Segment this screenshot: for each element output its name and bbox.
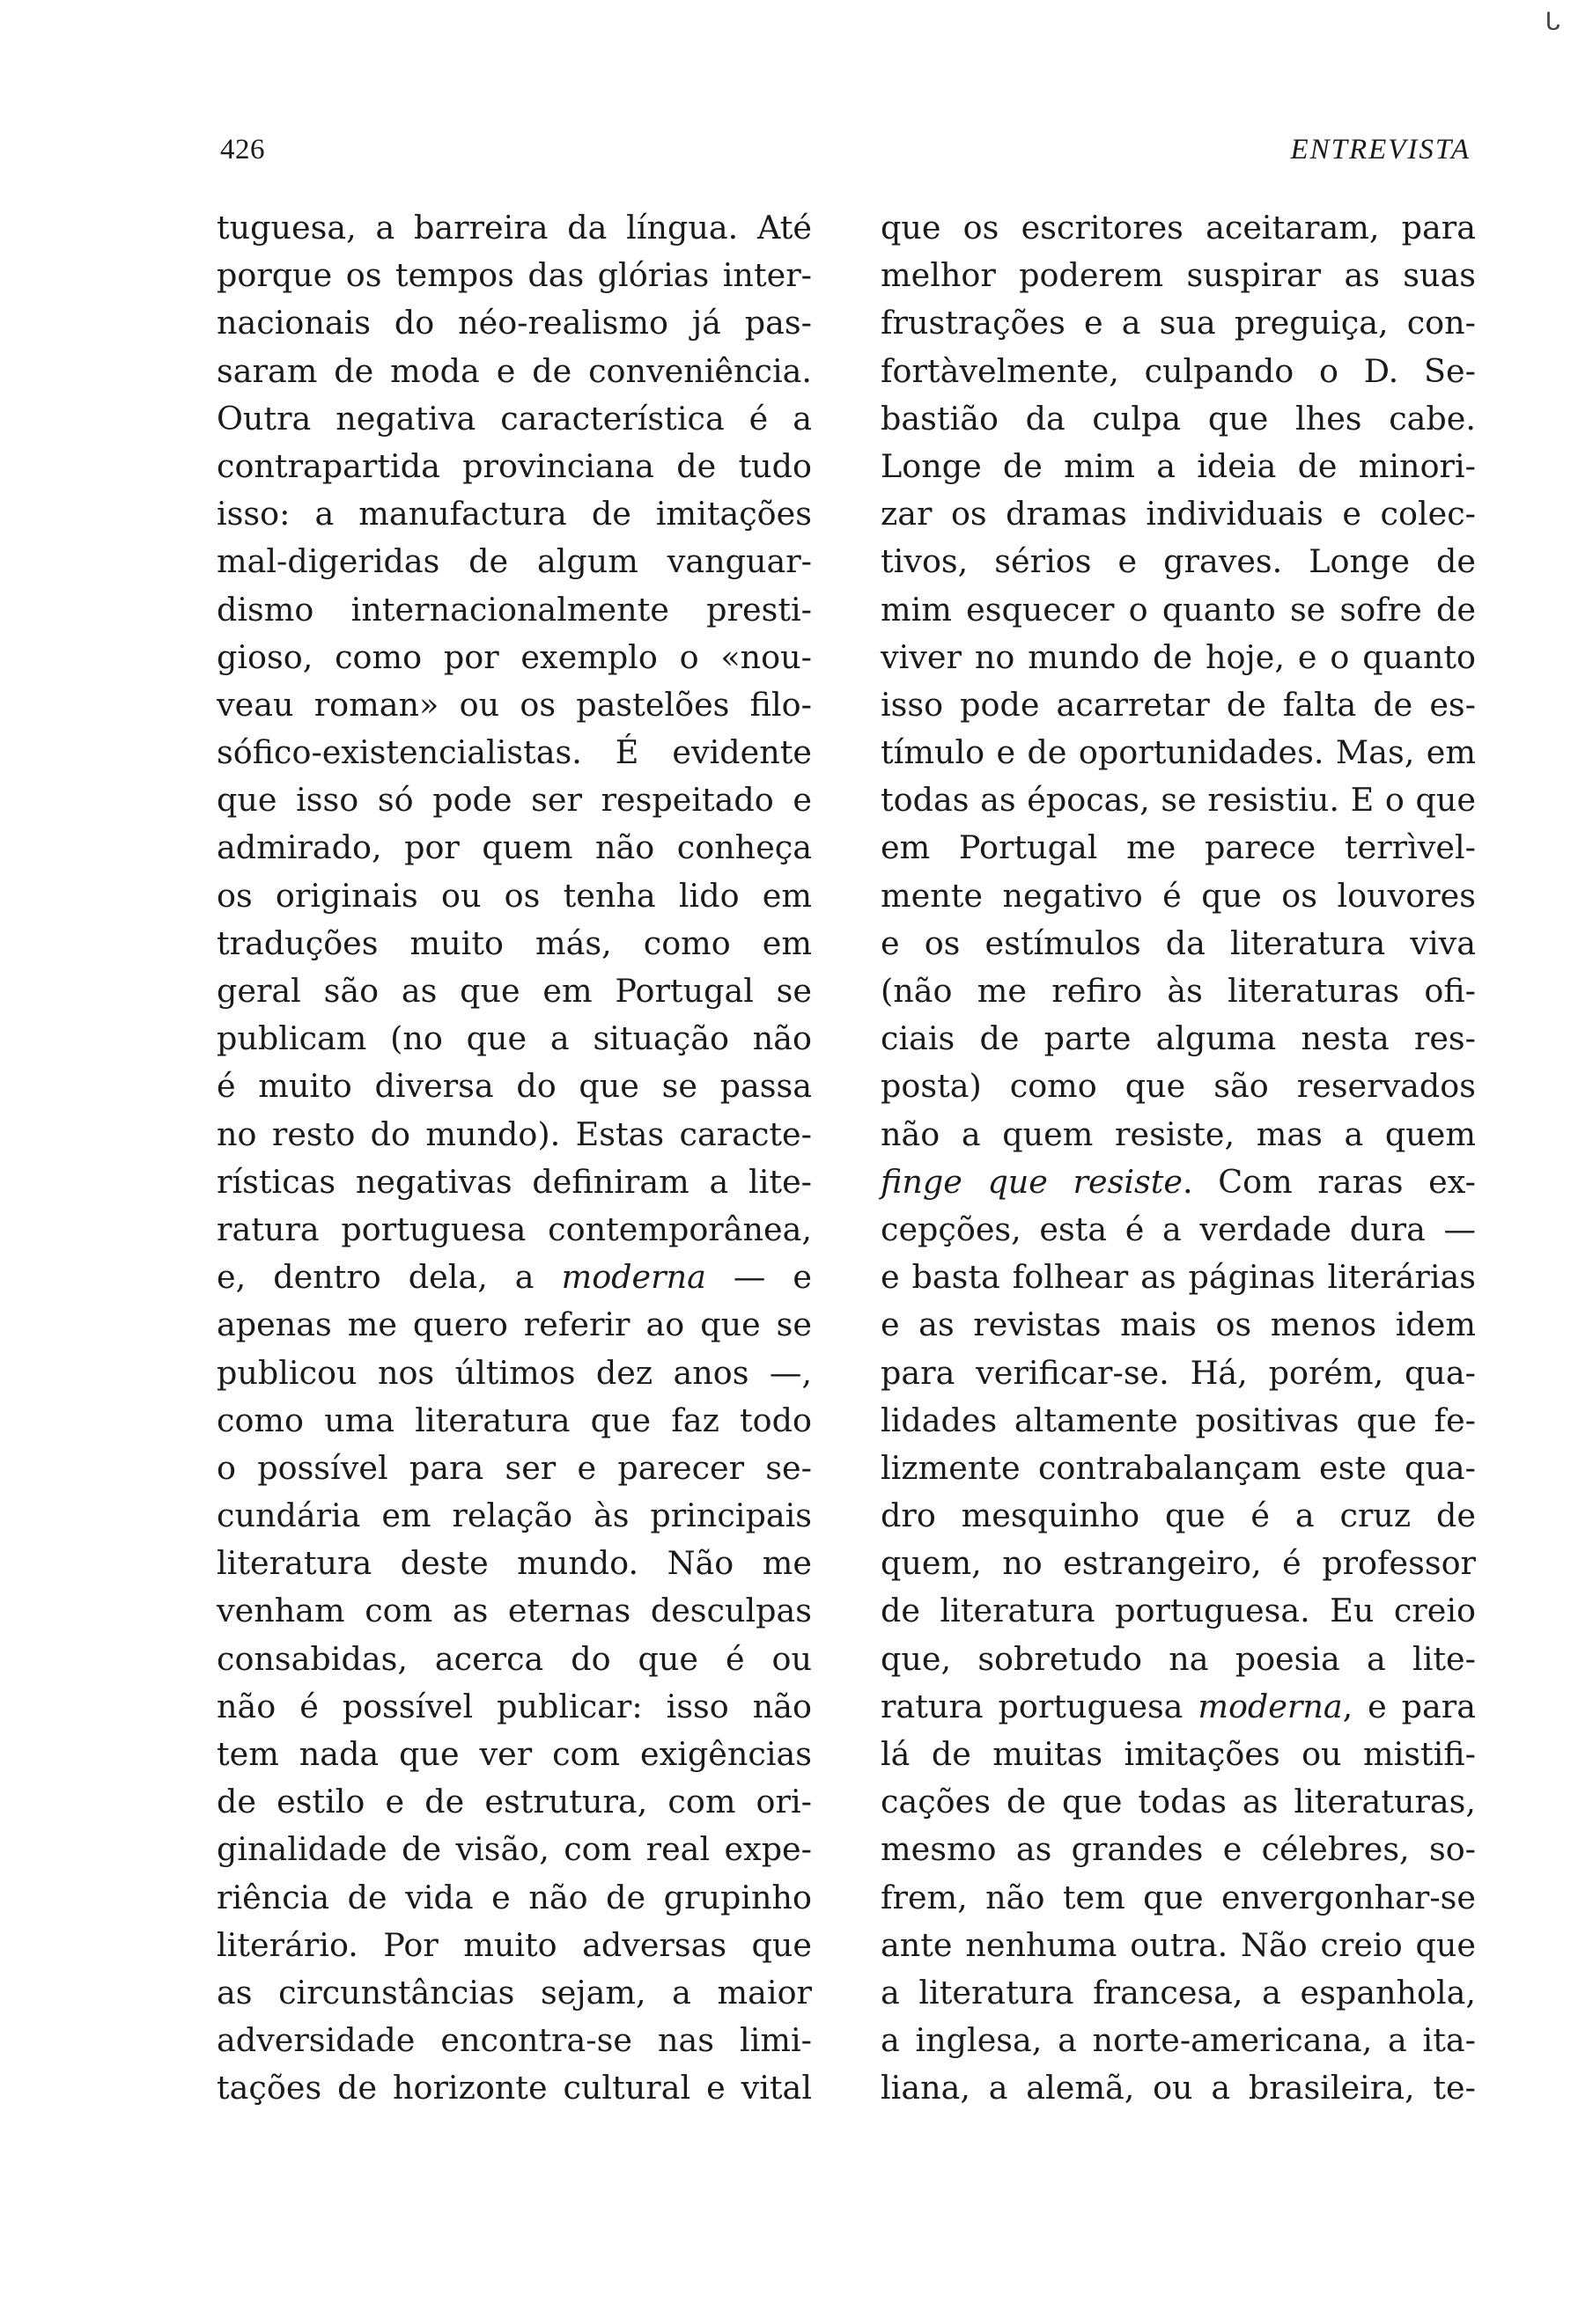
text-line: veau roman» ou os pastelões filo- — [217, 685, 812, 724]
text-line: gioso, como por exemplo o «nou- — [217, 637, 812, 676]
text-line: não a quem resiste, mas a quem — [881, 1114, 1476, 1153]
text-line: os originais ou os tenha lido em — [217, 876, 812, 915]
text-line: saram de moda e de conveniência. — [217, 351, 812, 390]
text-line: mesmo as grandes e célebres, so- — [881, 1830, 1476, 1869]
text-line: adversidade encontra-se nas limi- — [217, 2021, 812, 2060]
text-line: ratura portuguesa moderna, e para — [881, 1687, 1476, 1725]
running-title: ENTREVISTA — [1290, 134, 1471, 165]
text-line: tações de horizonte cultural e vital — [217, 2069, 812, 2107]
text-line: Outra negativa característica é a — [217, 399, 812, 438]
text-line: literatura deste mundo. Não me — [217, 1544, 812, 1583]
text-line: no resto do mundo). Estas caracte- — [217, 1114, 812, 1153]
page-number: 426 — [220, 134, 265, 165]
text-line: finge que resiste. Com raras ex- — [881, 1162, 1477, 1201]
text-line: posta) como que são reservados — [881, 1067, 1476, 1106]
text-line: e, dentro dela, a moderna — e — [217, 1258, 812, 1297]
text-line: bastião da culpa que lhes cabe. — [881, 399, 1476, 438]
text-line: (não me refiro às literaturas ofi- — [881, 972, 1476, 1010]
text-line: riência de vida e não de grupinho — [217, 1878, 812, 1916]
text-line: zar os dramas individuais e colec- — [881, 495, 1476, 533]
text-line: que os escritores aceitaram, para — [881, 209, 1476, 246]
text-line: mal-digeridas de algum vanguar- — [217, 542, 812, 581]
text-line: e as revistas mais os menos idem — [881, 1305, 1476, 1344]
text-line: e os estímulos da literatura viva — [881, 923, 1476, 962]
text-line: literário. Por muito adversas que — [217, 1925, 812, 1964]
italic-emphasis: moderna — [1198, 1687, 1343, 1725]
text-line: o possível para ser e parecer se- — [217, 1448, 812, 1487]
text-line: venham com as eternas desculpas — [217, 1592, 812, 1630]
text-line: tímulo e de oportunidades. Mas, em — [881, 733, 1476, 772]
text-line: geral são as que em Portugal se — [217, 972, 812, 1010]
text-line: a literatura francesa, a espanhola, — [881, 1973, 1476, 2011]
text-line: de literatura portuguesa. Eu creio — [881, 1592, 1476, 1630]
text-line: quem, no estrangeiro, é professor — [881, 1544, 1476, 1583]
text-line: cações de que todas as literaturas, — [881, 1783, 1476, 1821]
left-text-column — [217, 204, 812, 2113]
text-line: as circunstâncias sejam, a maior — [217, 1973, 812, 2011]
text-line: todas as épocas, se resistiu. E o que — [881, 781, 1476, 820]
italic-emphasis: finge que resiste — [881, 1162, 1183, 1201]
text-line: publicam (no que a situação não — [217, 1019, 812, 1058]
text-line: que isso só pode ser respeitado e — [217, 781, 812, 820]
text-line: ratura portuguesa contemporânea, — [217, 1210, 812, 1248]
italic-emphasis: moderna — [561, 1258, 706, 1297]
text-line: nacionais do néo-realismo já pas- — [217, 304, 812, 342]
right-text-column — [881, 204, 1476, 2113]
text-line: dismo internacionalmente presti- — [217, 590, 812, 629]
corner-mark: ᒐ — [1545, 7, 1560, 36]
text-line: frem, não tem que envergonhar-se — [881, 1878, 1476, 1916]
text-line: contrapartida provinciana de tudo — [217, 446, 812, 485]
text-line: publicou nos últimos dez anos —, — [217, 1353, 812, 1392]
text-line: liana, a alemã, ou a brasileira, te- — [881, 2069, 1476, 2107]
text-line: é muito diversa do que se passa — [217, 1067, 812, 1106]
text-line: ante nenhuma outra. Não creio que — [881, 1925, 1476, 1964]
text-line: porque os tempos das glórias inter- — [217, 256, 812, 295]
text-line: e basta folhear as páginas literárias — [881, 1258, 1476, 1297]
text-line: isso: a manufactura de imitações — [217, 495, 812, 533]
text-line: lizmente contrabalançam este qua- — [881, 1448, 1476, 1487]
text-line: como uma literatura que faz todo — [217, 1401, 812, 1439]
text-line: dro mesquinho que é a cruz de — [881, 1497, 1476, 1535]
text-line: tuguesa, a barreira da língua. Até — [217, 209, 812, 246]
text-line: Longe de mim a ideia de minori- — [881, 446, 1476, 485]
text-line: ciais de parte alguma nesta res- — [881, 1019, 1476, 1058]
text-line: frustrações e a sua preguiça, con- — [881, 304, 1476, 342]
text-line: não é possível publicar: isso não — [217, 1687, 812, 1725]
text-line: apenas me quero referir ao que se — [217, 1305, 812, 1344]
text-line: em Portugal me parece terrìvel- — [881, 828, 1476, 867]
text-line: de estilo e de estrutura, com ori- — [217, 1783, 812, 1821]
text-line: a inglesa, a norte-americana, a ita- — [881, 2021, 1476, 2060]
text-line: cepções, esta é a verdade dura — — [881, 1210, 1476, 1248]
text-line: traduções muito más, como em — [217, 923, 812, 962]
text-line: lá de muitas imitações ou mistifi- — [881, 1735, 1476, 1773]
text-line: ginalidade de visão, com real expe- — [217, 1830, 812, 1869]
text-line: que, sobretudo na poesia a lite- — [881, 1639, 1476, 1678]
text-line: sófico-existencialistas. É evidente — [217, 733, 812, 772]
text-line: mente negativo é que os louvores — [881, 876, 1476, 915]
text-line: rísticas negativas definiram a lite- — [217, 1162, 812, 1201]
text-line: viver no mundo de hoje, e o quanto — [881, 637, 1476, 676]
text-line: para verificar-se. Há, porém, qua- — [881, 1353, 1476, 1392]
text-line: lidades altamente positivas que fe- — [881, 1401, 1476, 1439]
text-line: mim esquecer o quanto se sofre de — [881, 590, 1476, 629]
text-line: isso pode acarretar de falta de es- — [881, 685, 1476, 724]
text-line: consabidas, acerca do que é ou — [217, 1639, 812, 1678]
text-line: admirado, por quem não conheça — [217, 828, 812, 867]
text-line: melhor poderem suspirar as suas — [881, 256, 1476, 295]
text-line: tivos, sérios e graves. Longe de — [881, 542, 1476, 581]
text-line: tem nada que ver com exigências — [217, 1735, 812, 1773]
text-line: cundária em relação às principais — [217, 1497, 812, 1535]
text-line: fortàvelmente, culpando o D. Se- — [881, 351, 1476, 390]
